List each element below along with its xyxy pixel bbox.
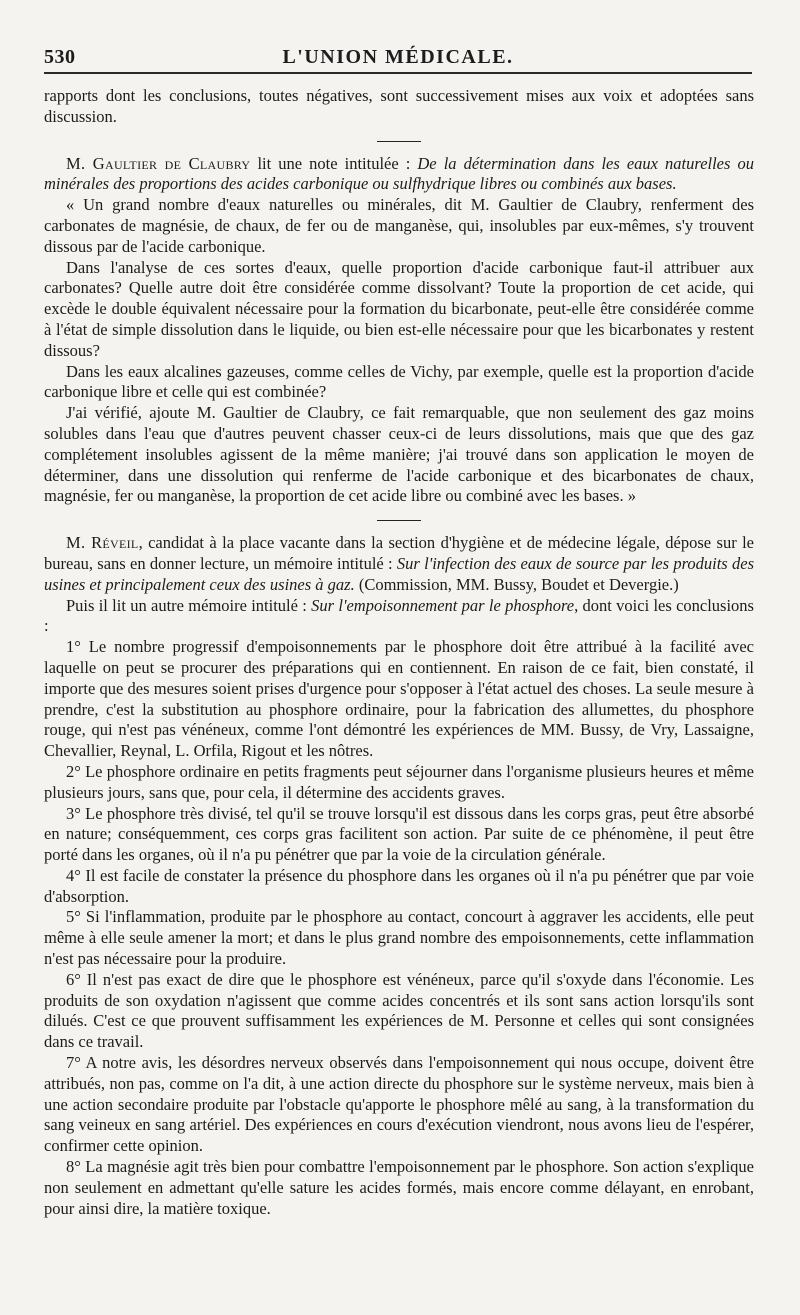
paragraph-verifie: J'ai vérifié, ajoute M. Gaultier de Claubry, ce fait remarquable, que non seulement des gaz moins solubles dans l'eau que d'autres peuvent chasser ceux-ci de leurs dissolutions, mais que que des gaz complétement insolubles agissent de la même manière; j'ai trouvé dans son application le moyen de déterminer, dans une dissolution qui renferme de l'acide carbonique et des bicarbonates de chaux, magnésie, fer ou manganèse, la proportion de cet acide libre ou combiné avec les bases. » (44, 403, 754, 506)
intro-text: lit une note intitulée : (250, 153, 418, 173)
author-name: M. Gaultier de Claubry (66, 153, 251, 173)
conclusion-item: 8° La magnésie agit très bien pour combattre l'empoisonnement par le phosphore. Son action s'explique non seulement en admettant qu'elle sature les acides formés, mais encore comme délayant, en enrobant, pour ainsi dire, la matière toxique. (44, 1157, 754, 1218)
note-title: De la détermination dans les eaux naturelles ou minérales des proportions des acides carbonique ou sulfhydrique libres ou combinés aux bases. (44, 153, 754, 194)
paragraph-eaux-naturelles: « Un grand nombre d'eaux naturelles ou minérales, dit M. Gaultier de Claubry, renferment des carbonates de magnésie, de chaux, de fer ou de manganèse, qui, insolubles par eux-mêmes, s'y trouvent dissous par de l'acide carbonique. (44, 195, 754, 256)
page-body (44, 86, 754, 1219)
paragraph-rapports: rapports dont les conclusions, toutes négatives, sont successivement mises aux voix et adoptées sans discussion. (44, 86, 754, 126)
paragraph-second-memoir: Puis il lit un autre mémoire intitulé : Sur l'empoisonnement par le phosphore, dont voici les conclusions : (44, 595, 754, 636)
author-name: M. Réveil (66, 533, 139, 553)
conclusion-item: 6° Il n'est pas exact de dire que le phosphore est vénéneux, parce qu'il s'oxyde dans l'économie. Les produits de son oxydation n'agissent que comme acides concentrés et ils sont sans action lorsqu'ils sont dilués. C'est ce que prouvent suffisamment les expériences de M. Personne et celles qui sont consignées dans ce travail. (44, 969, 754, 1052)
paragraph-analyse: Dans l'analyse de ces sortes d'eaux, quelle proportion d'acide carbonique faut-il attribuer aux carbonates? Quelle autre doit être considérée comme dissolvant? Toute la proportion de cet acide, qui excède le double équivalent nécessaire pour la formation du bicarbonate, peut-elle être considérée comme à l'état de simple dissolution dans le liquide, ou bien est-elle nécessaire pour que les bicarbonates y restent dissous? (44, 257, 754, 360)
conclusion-item: 1° Le nombre progressif d'empoisonnements par le phosphore doit être attribué à la facilité avec laquelle on peut se procurer des préparations qui en contiennent. En raison de ce fait, bien constaté, il importe que des mesures soient prises d'urgence pour s'opposer à l'état actuel des choses. La seule mesure à prendre, c'est la substitution au phosphore ordinaire, pour la fabrication des allumettes, du phosphore rouge, qui n'est pas vénéneux, comme l'ont démontré les expériences de MM. Bussy, de Vry, Lassaigne, Chevallier, Reynal, L. Orfila, Rigout et les nôtres. (44, 637, 754, 761)
section-separator (377, 141, 421, 142)
running-title: L'UNION MÉDICALE. (282, 46, 514, 68)
conclusion-item: 3° Le phosphore très divisé, tel qu'il se trouve lorsqu'il est dissous dans les corps gras, peut être absorbé en nature; conséquemment, ces corps gras facilitent son action. Par suite de ce phénomène, il peut être porté dans les organes, où il n'a pu pénétrer que par la voie de la circulation générale. (44, 803, 754, 865)
page-number: 530 (44, 46, 76, 68)
conclusion-item: 5° Si l'inflammation, produite par le phosphore au contact, concourt à aggraver les accidents, elle peut même à elle seule amener la mort; et dans le plus grand nombre des empoisonnements, cette inflammation n'est pas nécessaire pour la produire. (44, 907, 754, 969)
section-separator (377, 520, 421, 521)
conclusion-item: 2° Le phosphore ordinaire en petits fragments peut séjourner dans l'organisme plusieurs heures et même plusieurs jours, sans que, pour cela, il détermine des accidents graves. (44, 761, 754, 802)
memoir-title: Sur l'empoisonnement par le phosphore (311, 595, 575, 615)
paragraph-vichy: Dans les eaux alcalines gazeuses, comme celles de Vichy, par exemple, quelle est la proportion d'acide carbonique libre et celle qui est combinée? (44, 361, 754, 402)
header-rule (44, 72, 752, 74)
conclusion-item: 7° A notre avis, les désordres nerveux observés dans l'empoisonnement qui nous occupe, doivent être attribués, non pas, comme on l'a dit, à une action directe du phosphore sur le système nerveux, mais bien à une action secondaire produite par l'obstacle qu'apporte le phosphore mêlé au sang, à la transformation du sang veineux en sang artériel. Des expériences en cours d'exécution viendront, nous avons lieu de l'espérer, confirmer cette opinion. (44, 1053, 754, 1156)
page-header (44, 38, 752, 74)
paragraph-gaultier-intro (44, 154, 754, 196)
paragraph-reveil: M. Réveil, candidat à la place vacante dans la section d'hygiène et de médecine légale, dépose sur le bureau, sans en donner lecture, un mémoire intitulé : Sur l'infection des eaux de source par les produits des usines et principalement ceux des usines à gaz. (Commission, MM. Bussy, Boudet et Devergie.) (44, 533, 755, 594)
memoir-title: Sur l'infection des eaux de source par les produits des usines et principalement ceux des usines à gaz. (44, 553, 754, 594)
conclusion-item: 4° Il est facile de constater la présence du phosphore dans les organes où il n'a pu pénétrer que par voie d'absorption. (44, 865, 754, 906)
